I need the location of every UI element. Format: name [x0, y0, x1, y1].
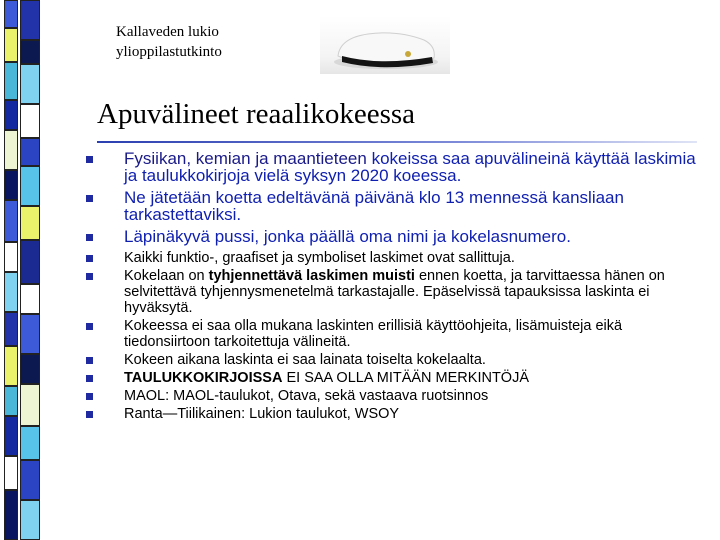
bullet-text: Ne jätetään koetta edeltävänä päivänä klo 13 mennessä kansliaan tarkastettaviksi. — [124, 188, 624, 224]
bullet-text: Kokeen aikana laskinta ei saa lainata toiselta kokelaalta. — [124, 352, 486, 368]
square-bullet-icon — [86, 357, 93, 364]
list-item — [86, 268, 706, 316]
bullet-text: Ranta—Tiilikainen: Lukion taulukot, WSOY — [124, 406, 400, 422]
bullet-text: MAOL: MAOL-taulukot, Otava, sekä vastaava ruotsinnos — [124, 388, 489, 404]
square-bullet-icon — [86, 393, 93, 400]
bullet-bold-text: tyhjennettävä laskimen muisti — [208, 268, 415, 284]
square-bullet-icon — [86, 411, 93, 418]
student-cap-icon — [320, 16, 450, 74]
list-item — [86, 228, 706, 245]
square-bullet-icon — [86, 375, 93, 382]
list-item — [86, 352, 706, 368]
square-bullet-icon — [86, 195, 93, 202]
list-item — [86, 388, 706, 404]
square-bullet-icon — [86, 323, 93, 330]
list-item — [86, 150, 706, 184]
bullet-bold-text: TAULUKKOKIRJOISSA — [124, 370, 283, 386]
title-divider — [97, 141, 697, 143]
bullet-text: Kaikki funktio-, graafiset ja symboliset laskimet ovat sallittuja. — [124, 250, 515, 266]
school-name: Kallaveden lukio — [116, 24, 219, 40]
list-item — [86, 318, 706, 350]
slide-title: Apuvälineet reaalikokeessa — [97, 98, 416, 130]
decorative-left-stripe — [0, 0, 48, 540]
bullet-text: Läpinäkyvä pussi, jonka päällä oma nimi ja kokelasnumero. — [124, 227, 571, 246]
list-item — [86, 406, 706, 422]
list-item — [86, 250, 706, 266]
square-bullet-icon — [86, 156, 93, 163]
bullet-text: Kokeessa ei saa olla mukana laskinten erillisiä käyttöohjeita, lisämuisteja eikä tiedonsiirtoon tarkoitettuja välineitä. — [124, 318, 623, 350]
bullet-text-continued: EI SAA OLLA MITÄÄN MERKINTÖJÄ — [282, 370, 530, 386]
square-bullet-icon — [86, 255, 93, 262]
exam-name: ylioppilastutkinto — [116, 44, 222, 60]
square-bullet-icon — [86, 273, 93, 280]
bullet-text-continued: ennen koetta, ja tarvittaessa hänen on selvitettävä tyhjennysmenetelmä tarkastajalle. Epäselvissä tapauksissa laskinta ei hyväksytä. — [124, 268, 665, 316]
list-item — [86, 370, 706, 386]
bullet-text: Kokelaan on — [124, 268, 209, 284]
square-bullet-icon — [86, 234, 93, 241]
highlighted-subjects: Fysiikan, kemian ja maantieteen — [124, 149, 367, 168]
list-item — [86, 189, 706, 223]
bullet-list — [86, 150, 706, 424]
bullet-text: kokeissa saa apuvälineinä käyttää laskimia ja taulukkokirjoja vielä syksyn 2020 koeessa. — [124, 149, 696, 185]
school-header — [116, 22, 222, 62]
student-cap-image — [320, 16, 450, 74]
